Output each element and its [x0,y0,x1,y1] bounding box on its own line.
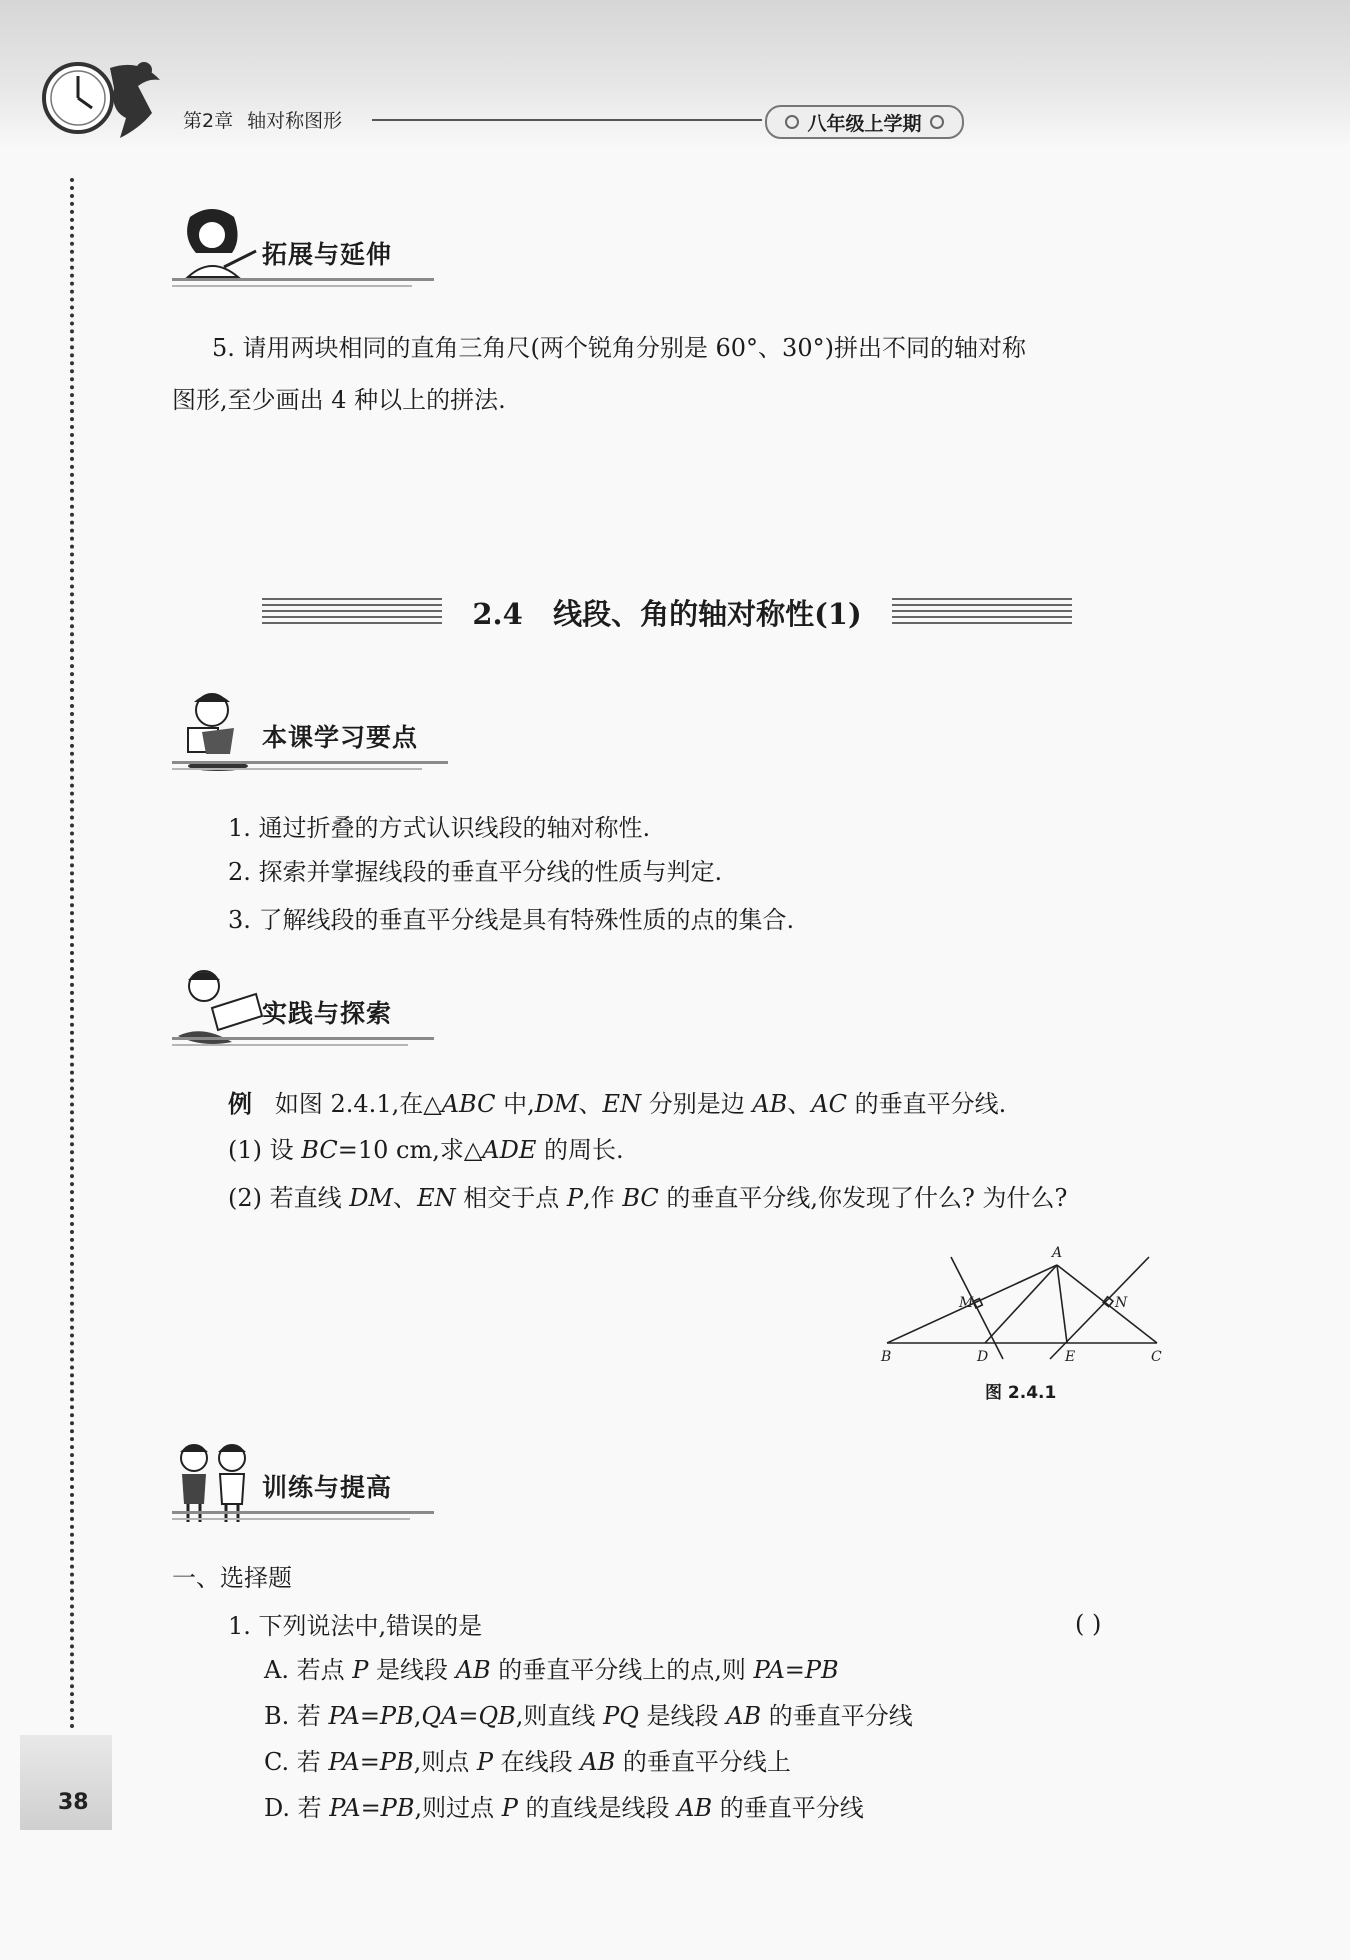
answer-paren: ( ) [1075,1610,1102,1638]
segment-ae [1057,1265,1067,1343]
example-text: 、 [787,1090,812,1118]
heading-rule [172,1511,434,1514]
header-rule [372,119,762,121]
label-a: A [1052,1245,1063,1261]
option-var: AB [677,1794,713,1822]
q1-var: BC [301,1136,338,1164]
two-students-icon [172,1438,262,1528]
option-text: 在线段 [493,1748,581,1776]
example-var: EN [602,1090,642,1118]
q2-text: ,作 [583,1184,623,1212]
option-a [264,1656,839,1685]
option-var: QA [421,1702,459,1730]
example-label: 例 [228,1089,252,1118]
key-point-3: 3. 了解线段的垂直平分线是具有特殊性质的点的集合. [228,906,795,934]
chapter-label [183,106,356,133]
example-statement [228,1090,1006,1119]
option-var: AB [580,1748,616,1776]
option-var: P [476,1748,494,1776]
extension-heading [172,205,434,295]
teacher-icon [172,205,260,285]
part-title: 一、选择题 [172,1564,292,1592]
option-text: A. 若点 [264,1656,353,1684]
example-text: 、 [578,1090,603,1118]
heading-rule [172,285,412,287]
option-text: 的垂直平分线 [761,1702,913,1730]
triangle-figure [875,1235,1175,1365]
grade-pill [765,105,964,139]
label-d: D [977,1349,989,1365]
q2-var: P [566,1184,584,1212]
option-b [264,1702,913,1731]
option-text: B. 若 [264,1702,329,1730]
q2-text: 相交于点 [455,1184,567,1212]
option-text: = [359,1702,380,1730]
key-point-2: 2. 探索并掌握线段的垂直平分线的性质与判定. [228,858,723,886]
heading-rule [172,1044,408,1046]
option-text: 的直线是线段 [517,1794,678,1822]
margin-dotted-line [70,178,74,1730]
extension-heading-label: 拓展与延伸 [262,240,393,269]
title-stripes-right [892,598,1072,624]
heading-rule [172,1037,434,1040]
option-text: 是线段 [368,1656,456,1684]
section-title-bar [262,592,1092,632]
option-text: = [359,1748,380,1776]
option-var: AB [455,1656,491,1684]
practice-heading-label: 实践与探索 [262,999,393,1028]
example-var: ABC [441,1090,496,1118]
q2-text: 的垂直平分线,你发现了什么? 为什么? [658,1184,1068,1212]
page-number-tab [20,1735,112,1830]
option-d [264,1794,864,1823]
pill-dot-right-icon [930,115,944,129]
option-c [264,1748,791,1777]
label-m: M [959,1295,974,1311]
key-point-1: 1. 通过折叠的方式认识线段的轴对称性. [228,814,651,842]
heading-rule [172,761,448,764]
pill-dot-left-icon [785,115,799,129]
heading-rule [172,768,422,770]
key-points-heading-label: 本课学习要点 [262,723,419,752]
q1-text: =10 cm,求△ [337,1136,483,1164]
figure-caption: 图 2.4.1 [985,1383,1057,1403]
example-text: 中, [495,1090,535,1118]
option-var: PA [753,1656,785,1684]
training-heading [172,1438,434,1528]
option-text: , [413,1702,422,1730]
label-e: E [1065,1349,1076,1365]
q1-var: ADE [482,1136,537,1164]
example-text: 的垂直平分线. [847,1090,1007,1118]
page-number: 38 [58,1790,89,1815]
q2-var: EN [417,1184,456,1212]
option-text: ,则点 [413,1748,477,1776]
example-question-2 [228,1184,1067,1213]
option-var: PB [380,1794,415,1822]
chapter-number: 第2章 [183,110,234,132]
segment-ad [985,1265,1057,1343]
option-var: PQ [603,1702,639,1730]
option-var: PB [804,1656,839,1684]
option-text: C. 若 [264,1748,329,1776]
option-text: = [360,1794,381,1822]
question-1-stem: 1. 下列说法中,错误的是 [228,1612,483,1640]
option-var: PB [379,1748,414,1776]
option-var: PA [328,1748,360,1776]
q2-var: DM [349,1184,394,1212]
segment-ac [1057,1265,1157,1343]
title-stripes-left [262,598,442,624]
option-text: = [458,1702,479,1730]
q2-text: 、 [393,1184,418,1212]
extension-problem-line2: 图形,至少画出 4 种以上的拼法. [172,386,506,414]
label-c: C [1151,1349,1162,1365]
section-number: 2.4 [472,597,523,631]
example-question-1 [228,1136,624,1165]
extension-problem-line1: 5. 请用两块相同的直角三角尺(两个锐角分别是 60°、30°)拼出不同的轴对称 [212,334,1026,362]
option-text: 是线段 [638,1702,727,1730]
option-text: ,则过点 [414,1794,502,1822]
grade-label: 八年级上学期 [807,112,922,135]
key-points-heading [172,688,448,778]
practice-heading [172,964,434,1054]
option-text: 的垂直平分线 [712,1794,864,1822]
option-var: P [352,1656,369,1684]
example-text: 如图 2.4.1,在△ [274,1090,442,1118]
option-var: QB [478,1702,516,1730]
q1-text: 的周长. [536,1136,624,1164]
option-var: P [501,1794,518,1822]
example-var: AC [811,1090,848,1118]
q2-text: (2) 若直线 [228,1184,350,1212]
q1-text: (1) 设 [228,1136,302,1164]
example-text: 分别是边 [641,1090,753,1118]
label-b: B [881,1349,892,1365]
heading-rule [172,278,434,281]
option-text: 的垂直平分线上的点,则 [490,1656,754,1684]
right-angle-n [1103,1297,1113,1307]
option-text: D. 若 [264,1794,330,1822]
section-title-text: 线段、角的轴对称性(1) [553,597,862,631]
example-var: DM [534,1090,579,1118]
q2-var: BC [622,1184,659,1212]
option-text: = [784,1656,805,1684]
example-var: AB [752,1090,788,1118]
option-var: PB [379,1702,414,1730]
chapter-title: 轴对称图形 [247,110,343,132]
option-var: AB [726,1702,762,1730]
option-var: PA [328,1702,360,1730]
option-text: ,则直线 [515,1702,604,1730]
label-n: N [1115,1295,1128,1311]
option-var: PA [329,1794,361,1822]
heading-rule [172,1518,410,1520]
option-text: 的垂直平分线上 [615,1748,791,1776]
compass-runner-logo [40,58,180,148]
training-heading-label: 训练与提高 [262,1473,393,1502]
section-title [452,592,882,633]
